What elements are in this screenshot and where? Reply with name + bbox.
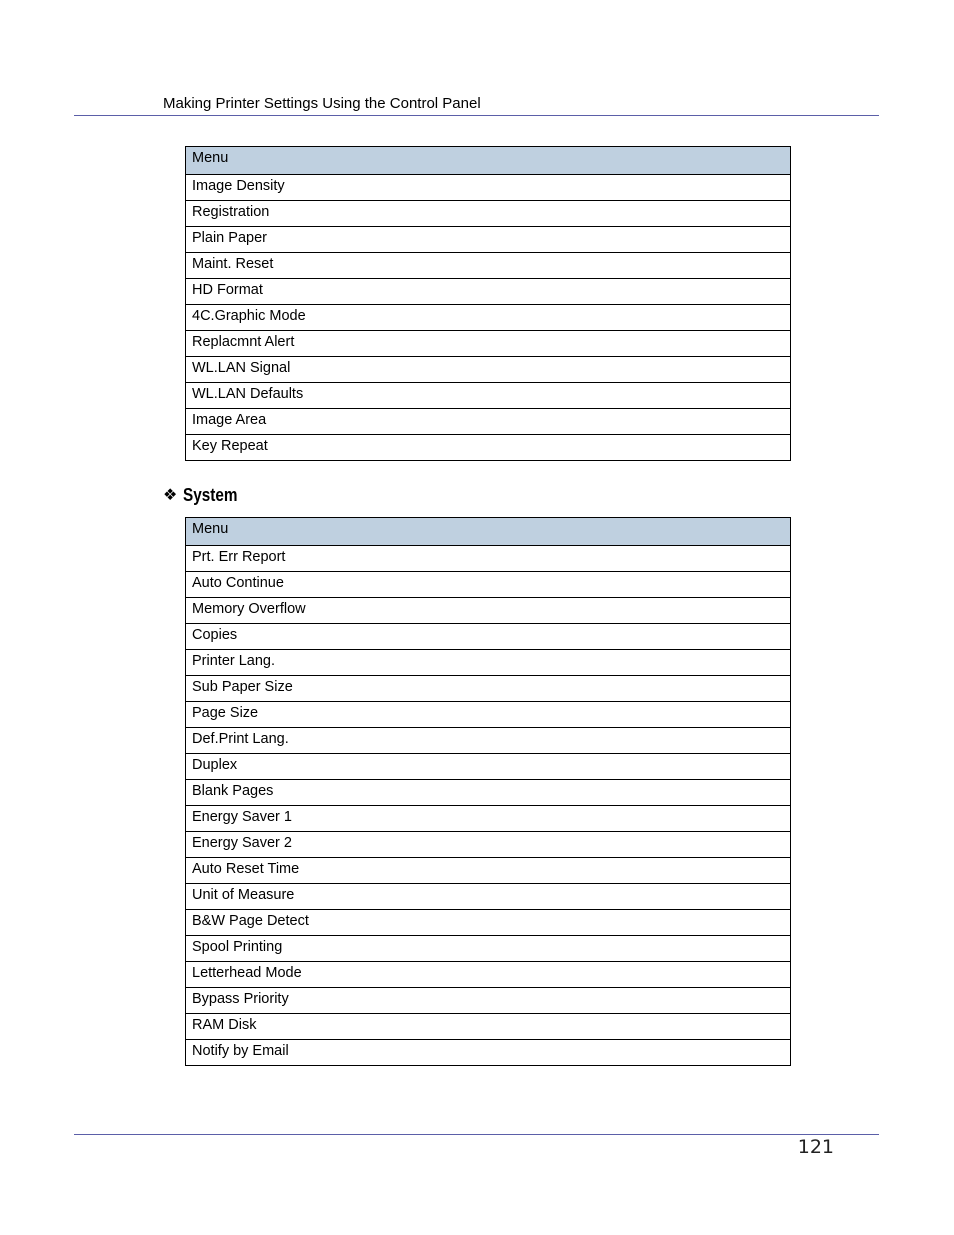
- menu-item-cell: Auto Continue: [186, 572, 791, 598]
- menu-item-cell: WL.LAN Defaults: [186, 383, 791, 409]
- menu-item-cell: Duplex: [186, 754, 791, 780]
- menu-item-cell: Copies: [186, 624, 791, 650]
- menu-item-cell: Printer Lang.: [186, 650, 791, 676]
- menu-item-cell: B&W Page Detect: [186, 910, 791, 936]
- menu-item-cell: Memory Overflow: [186, 598, 791, 624]
- table-row: [186, 650, 791, 676]
- table-row: [186, 435, 791, 461]
- menu-item-cell: Unit of Measure: [186, 884, 791, 910]
- table-header-row: [186, 147, 791, 175]
- menu-item-cell: RAM Disk: [186, 1014, 791, 1040]
- menu-item-cell: Blank Pages: [186, 780, 791, 806]
- menu-item-cell: Sub Paper Size: [186, 676, 791, 702]
- table-row: [186, 728, 791, 754]
- table-row: [186, 598, 791, 624]
- table-header-row: [186, 518, 791, 546]
- section-heading-system: [163, 484, 247, 506]
- menu-item-cell: WL.LAN Signal: [186, 357, 791, 383]
- menu-item-cell: 4C.Graphic Mode: [186, 305, 791, 331]
- table-row: [186, 806, 791, 832]
- menu-item-cell: Letterhead Mode: [186, 962, 791, 988]
- table-row: [186, 676, 791, 702]
- menu-item-cell: Notify by Email: [186, 1040, 791, 1066]
- menu-item-cell: Maint. Reset: [186, 253, 791, 279]
- table-row: [186, 227, 791, 253]
- table-row: [186, 1014, 791, 1040]
- table-row: [186, 383, 791, 409]
- table-row: [186, 1040, 791, 1066]
- column-header-menu: Menu: [186, 147, 791, 175]
- table-row: [186, 357, 791, 383]
- menu-item-cell: Replacmnt Alert: [186, 331, 791, 357]
- menu-item-cell: Auto Reset Time: [186, 858, 791, 884]
- menu-item-cell: HD Format: [186, 279, 791, 305]
- table-row: [186, 253, 791, 279]
- table-row: [186, 988, 791, 1014]
- maintenance-menu-table: [185, 146, 791, 461]
- table-row: [186, 201, 791, 227]
- running-header: Making Printer Settings Using the Control Panel: [163, 95, 481, 112]
- table-row: [186, 279, 791, 305]
- table-row: [186, 780, 791, 806]
- menu-item-cell: Bypass Priority: [186, 988, 791, 1014]
- menu-item-cell: Plain Paper: [186, 227, 791, 253]
- diamond-bullet-icon: ❖: [163, 485, 178, 504]
- menu-item-cell: Energy Saver 1: [186, 806, 791, 832]
- table-row: [186, 331, 791, 357]
- menu-item-cell: Key Repeat: [186, 435, 791, 461]
- table-row: [186, 832, 791, 858]
- menu-item-cell: Image Area: [186, 409, 791, 435]
- table-row: [186, 962, 791, 988]
- table-row: [186, 409, 791, 435]
- menu-item-cell: Page Size: [186, 702, 791, 728]
- table-row: [186, 546, 791, 572]
- table-row: [186, 884, 791, 910]
- footer-rule: [74, 1134, 879, 1135]
- column-header-menu: Menu: [186, 518, 791, 546]
- header-rule: [74, 115, 879, 116]
- table-row: [186, 936, 791, 962]
- table-row: [186, 858, 791, 884]
- table-row: [186, 175, 791, 201]
- table-row: [186, 624, 791, 650]
- table-row: [186, 572, 791, 598]
- menu-item-cell: Def.Print Lang.: [186, 728, 791, 754]
- menu-item-cell: Prt. Err Report: [186, 546, 791, 572]
- table-row: [186, 305, 791, 331]
- page-number: 121: [797, 1136, 834, 1158]
- menu-item-cell: Image Density: [186, 175, 791, 201]
- table-row: [186, 702, 791, 728]
- menu-item-cell: Registration: [186, 201, 791, 227]
- table-row: [186, 910, 791, 936]
- system-menu-table: [185, 517, 791, 1066]
- section-title: System: [183, 485, 238, 505]
- menu-item-cell: Spool Printing: [186, 936, 791, 962]
- table-row: [186, 754, 791, 780]
- menu-item-cell: Energy Saver 2: [186, 832, 791, 858]
